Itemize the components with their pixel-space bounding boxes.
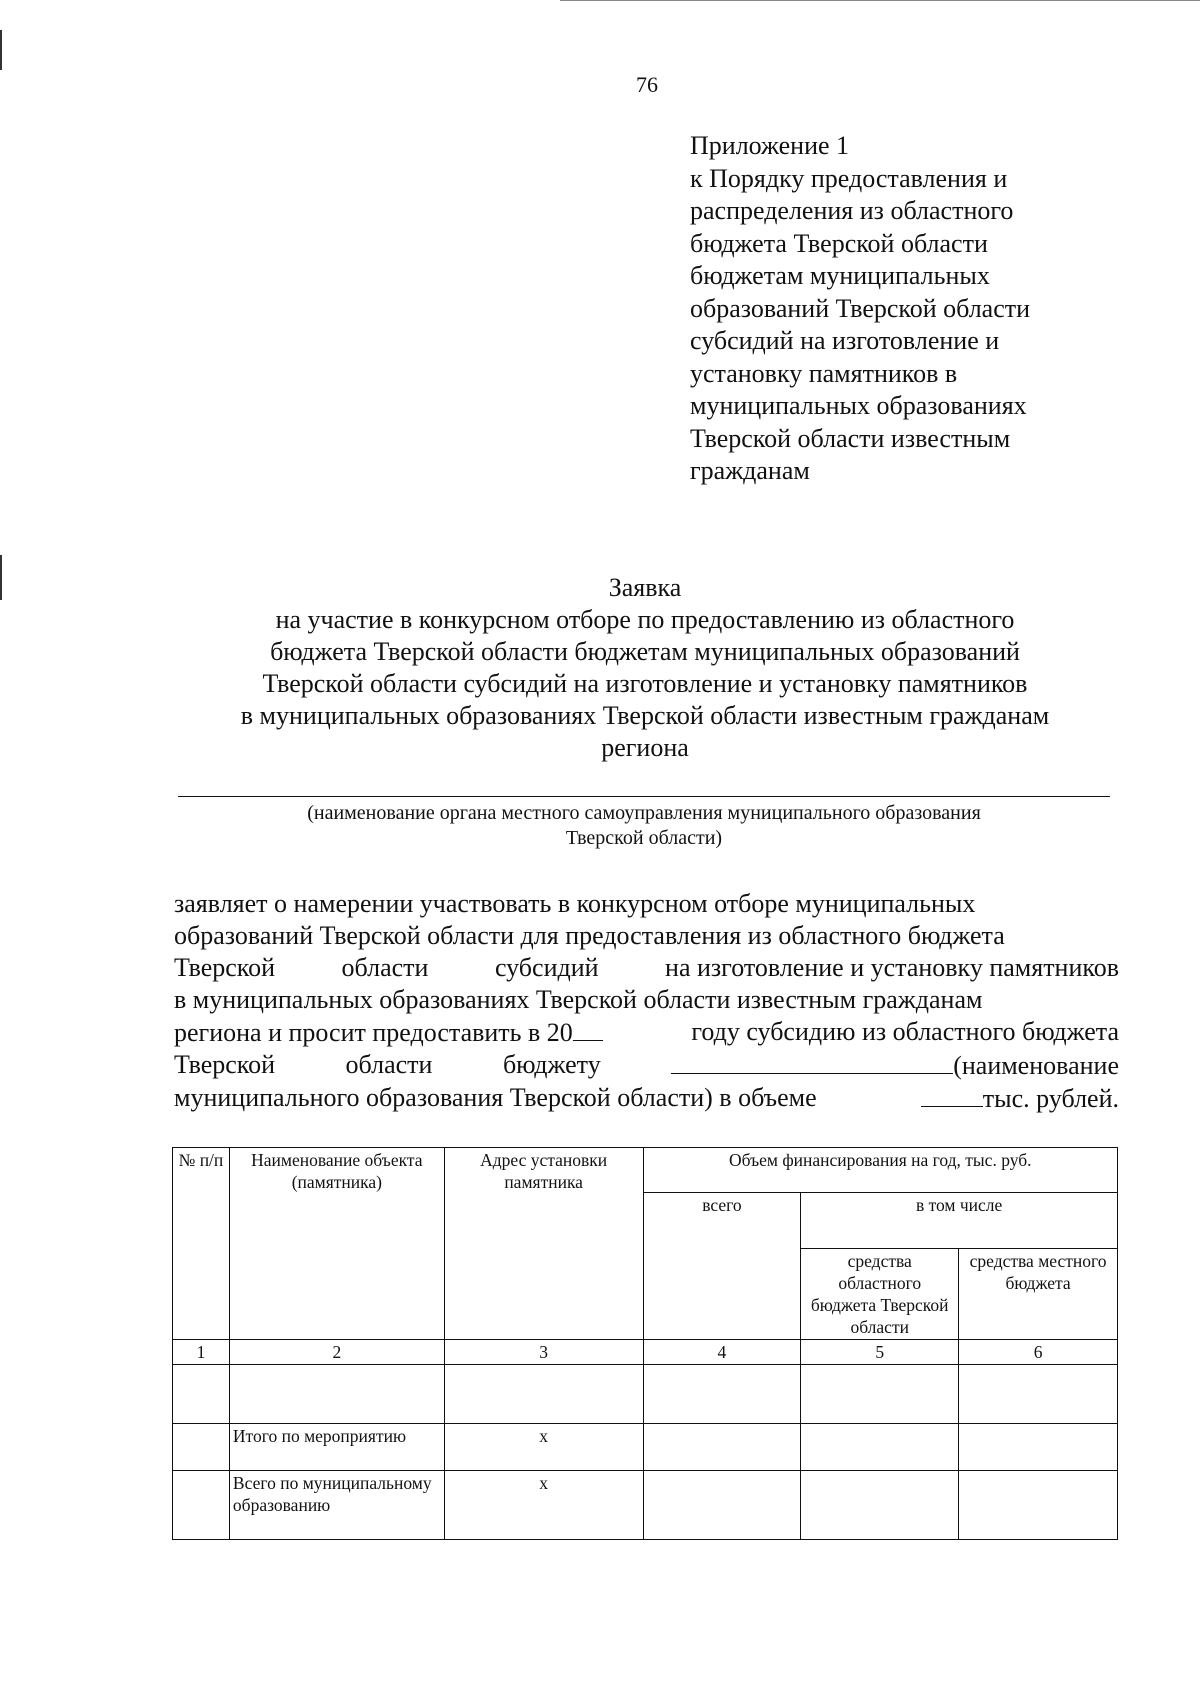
- header-funding: Объем финансирования на год, тыс. руб.: [643, 1148, 1117, 1193]
- header-including: в том числе: [801, 1193, 1118, 1249]
- annex-reference: [690, 130, 1130, 488]
- annex-line: к Порядку предоставления и: [690, 163, 1008, 193]
- column-number: 2: [229, 1340, 444, 1365]
- title-line: региона: [601, 733, 689, 762]
- cell-total[interactable]: [643, 1424, 801, 1471]
- title-line: Тверской области субсидий на изготовление и установку памятников: [262, 669, 1028, 698]
- annex-line: Приложение 1: [690, 131, 850, 160]
- header-local: средства местного бюджета: [959, 1249, 1118, 1340]
- applicant-name-field[interactable]: [178, 796, 1110, 797]
- header-regional: средства областного бюджета Тверской области: [801, 1249, 959, 1340]
- column-number: 5: [801, 1340, 959, 1365]
- cell-num[interactable]: [173, 1365, 230, 1424]
- body-line: образований Тверской области для предоставления из областного бюджета: [174, 921, 1005, 950]
- cell-address: х: [444, 1424, 643, 1471]
- cell-regional[interactable]: [801, 1471, 959, 1540]
- cell-address: х: [444, 1471, 643, 1540]
- cell-num[interactable]: [173, 1424, 230, 1471]
- page-number: 76: [636, 72, 658, 97]
- annex-line: Тверской области известным: [690, 423, 1011, 453]
- cell-local[interactable]: [959, 1471, 1118, 1540]
- body-line: Тверской области бюджету (наименование: [174, 1050, 1119, 1080]
- table-row: [173, 1365, 1118, 1424]
- table-header-row: [173, 1148, 1118, 1193]
- cell-regional[interactable]: [801, 1424, 959, 1471]
- header-total: всего: [643, 1193, 801, 1340]
- body-line: заявляет о намерении участвовать в конкурсном отборе муниципальных: [174, 889, 976, 918]
- annex-line: субсидий на изготовление и: [690, 326, 1000, 355]
- body-line: Тверской области субсидий на изготовление и установку памятников: [174, 953, 1119, 982]
- cell-name: Итого по мероприятию: [229, 1424, 444, 1471]
- scan-edge-mark: [0, 30, 2, 70]
- column-number: 1: [173, 1340, 230, 1365]
- funding-table: [172, 1147, 1118, 1540]
- table-row-total: [173, 1471, 1118, 1540]
- annex-line: бюджета Тверской области: [690, 228, 988, 258]
- column-number-row: [173, 1340, 1118, 1365]
- column-number: 6: [959, 1340, 1118, 1365]
- cell-total[interactable]: [643, 1471, 801, 1540]
- cell-name[interactable]: [229, 1365, 444, 1424]
- amount-field[interactable]: [921, 1082, 983, 1107]
- body-line: региона и просит предоставить в 20 году субсидию из областного бюджета: [174, 1017, 1119, 1047]
- annex-line: гражданам: [690, 456, 810, 485]
- caption-line: (наименование органа местного самоуправления муниципального образования: [307, 802, 981, 824]
- year-field[interactable]: [573, 1016, 603, 1041]
- application-body: [174, 888, 1119, 1115]
- annex-line: распределения из областного: [690, 196, 1014, 225]
- header-address: Адрес установки памятника: [444, 1148, 643, 1340]
- cell-local[interactable]: [959, 1365, 1118, 1424]
- document-title: [180, 572, 1110, 764]
- header-num: № п/п: [173, 1148, 230, 1340]
- title-line: бюджета Тверской области бюджетам муниципальных образований: [270, 637, 1020, 666]
- cell-local[interactable]: [959, 1424, 1118, 1471]
- cell-address[interactable]: [444, 1365, 643, 1424]
- header-name: Наименование объекта (памятника): [229, 1148, 444, 1340]
- annex-line: муниципальных образованиях: [690, 391, 1027, 420]
- annex-line: установку памятников в: [690, 358, 958, 388]
- applicant-caption: [178, 801, 1110, 851]
- cell-name: Всего по муниципальному образованию: [229, 1471, 444, 1540]
- title-heading: Заявка: [608, 573, 682, 602]
- caption-line: Тверской области): [565, 827, 723, 849]
- annex-line: бюджетам муниципальных: [690, 261, 990, 290]
- body-line: в муниципальных образованиях Тверской области известным гражданам: [174, 985, 983, 1014]
- title-line: на участие в конкурсном отборе по предоставлению из областного: [275, 605, 1015, 634]
- body-line: муниципального образования Тверской области) в объеме тыс. рублей.: [174, 1083, 1119, 1113]
- scan-edge-mark: [0, 555, 2, 600]
- column-number: 4: [643, 1340, 801, 1365]
- municipality-budget-field[interactable]: [671, 1049, 953, 1074]
- scan-top-edge: [560, 0, 1200, 1]
- cell-regional[interactable]: [801, 1365, 959, 1424]
- annex-line: образований Тверской области: [690, 293, 1031, 323]
- cell-total[interactable]: [643, 1365, 801, 1424]
- title-line: в муниципальных образованиях Тверской области известным гражданам: [240, 701, 1050, 730]
- cell-num[interactable]: [173, 1471, 230, 1540]
- table-row-subtotal: [173, 1424, 1118, 1471]
- column-number: 3: [444, 1340, 643, 1365]
